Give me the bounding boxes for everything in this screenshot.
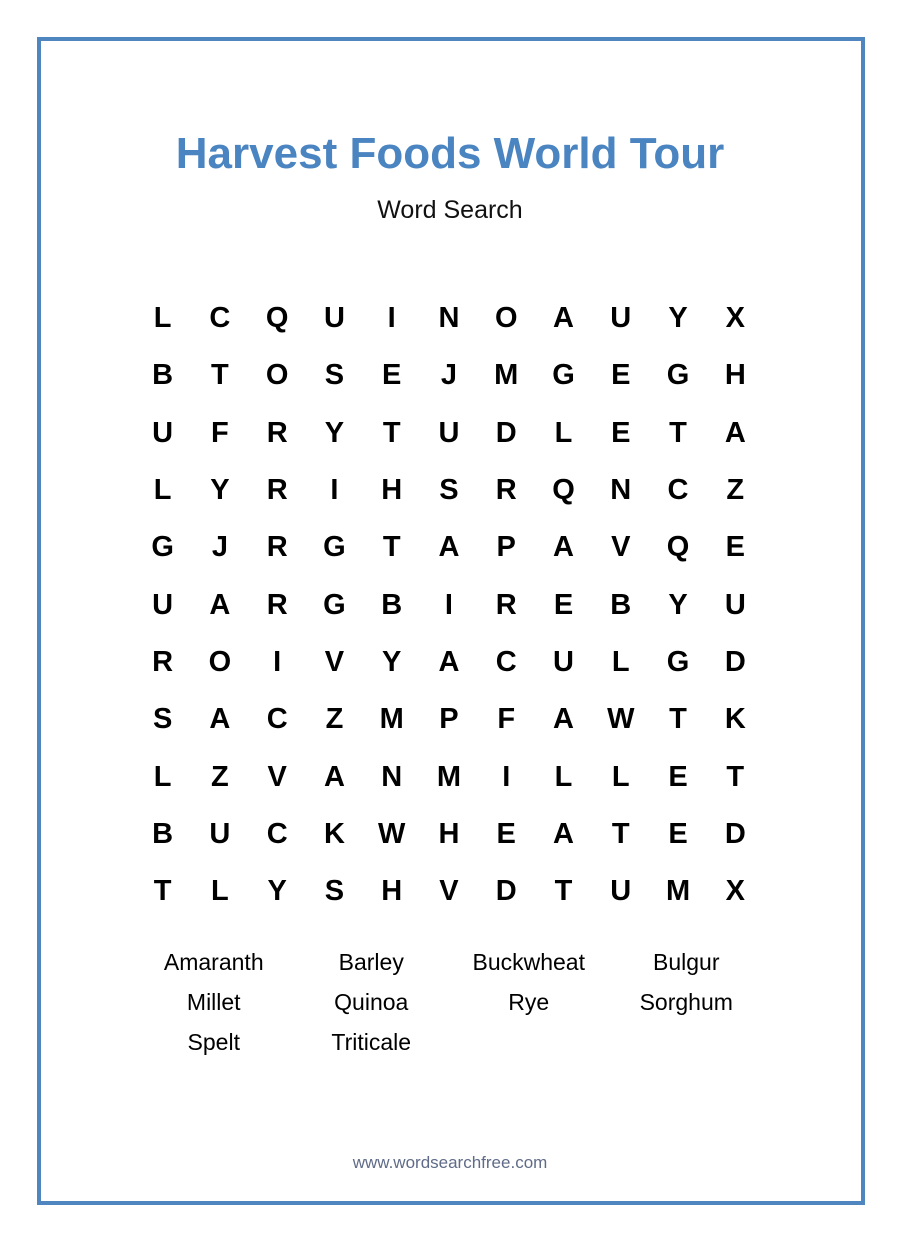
grid-cell: Y bbox=[382, 645, 402, 678]
grid-cell: G bbox=[666, 359, 690, 392]
grid-cell: U bbox=[724, 588, 746, 621]
grid-cell: L bbox=[211, 875, 229, 908]
word-list-item: Triticale bbox=[331, 1028, 412, 1055]
grid-cell: I bbox=[330, 474, 339, 507]
grid-cell: W bbox=[607, 703, 635, 736]
grid-cell: T bbox=[554, 875, 573, 908]
grid-cell: Y bbox=[668, 302, 688, 335]
grid-cell: U bbox=[152, 416, 174, 449]
grid-cell: D bbox=[724, 817, 746, 850]
grid-cell: M bbox=[436, 760, 462, 793]
grid-cell: G bbox=[151, 531, 174, 564]
grid-cell: Y bbox=[267, 875, 287, 908]
grid-cell: J bbox=[440, 359, 458, 392]
grid-cell: J bbox=[211, 531, 228, 564]
grid-cell: L bbox=[611, 760, 630, 793]
grid-cell: E bbox=[611, 359, 631, 392]
grid-cell: S bbox=[324, 875, 345, 908]
grid-cell: G bbox=[666, 645, 690, 678]
grid-cell: Y bbox=[210, 474, 230, 507]
grid-cell: U bbox=[152, 588, 174, 621]
grid-cell: K bbox=[323, 817, 345, 850]
grid-cell: H bbox=[381, 474, 403, 507]
grid-cell: Y bbox=[324, 416, 345, 449]
grid-cell: F bbox=[497, 703, 516, 736]
grid-cell: R bbox=[152, 645, 174, 678]
grid-cell: I bbox=[444, 588, 453, 621]
grid-cell: A bbox=[438, 645, 460, 678]
grid-cell: H bbox=[438, 817, 460, 850]
grid-cell: E bbox=[611, 416, 631, 449]
grid-cell: N bbox=[381, 760, 403, 793]
word-list-item: Bulgur bbox=[653, 948, 720, 975]
grid-cell: Y bbox=[668, 588, 688, 621]
grid-cell: N bbox=[610, 474, 632, 507]
grid-cell: F bbox=[211, 416, 229, 449]
grid-cell: A bbox=[323, 760, 345, 793]
grid-cell: L bbox=[611, 645, 630, 678]
grid-cell: M bbox=[665, 875, 691, 908]
grid-cell: C bbox=[495, 645, 517, 678]
grid-cell: B bbox=[152, 817, 174, 850]
grid-cell: U bbox=[610, 302, 632, 335]
grid-cell: T bbox=[211, 359, 229, 392]
grid-cell: O bbox=[494, 302, 518, 335]
grid-cell: C bbox=[667, 474, 689, 507]
grid-cell: E bbox=[668, 760, 688, 793]
grid-cell: G bbox=[323, 531, 346, 564]
page-subtitle: Word Search bbox=[377, 196, 523, 224]
grid-cell: T bbox=[669, 416, 687, 449]
grid-cell: T bbox=[382, 416, 401, 449]
page-title: Harvest Foods World Tour bbox=[175, 129, 725, 178]
grid-cell: E bbox=[553, 588, 574, 621]
word-list-item: Barley bbox=[338, 948, 404, 975]
letter-grid bbox=[134, 290, 766, 920]
grid-cell: H bbox=[381, 875, 403, 908]
grid-cell: S bbox=[439, 474, 459, 507]
grid-cell: C bbox=[266, 703, 288, 736]
grid-cell: C bbox=[266, 817, 288, 850]
grid-cell: B bbox=[152, 359, 174, 392]
grid-cell: V bbox=[611, 531, 631, 564]
grid-cell: H bbox=[724, 359, 746, 392]
grid-cell: Z bbox=[325, 703, 344, 736]
grid-cell: P bbox=[496, 531, 516, 564]
grid-cell: T bbox=[726, 760, 745, 793]
grid-cell: P bbox=[439, 703, 459, 736]
word-list-item: Amaranth bbox=[163, 948, 264, 975]
grid-cell: R bbox=[266, 531, 288, 564]
grid-cell: B bbox=[610, 588, 632, 621]
grid-cell: G bbox=[323, 588, 346, 621]
grid-cell: T bbox=[669, 703, 687, 736]
grid-cell: A bbox=[553, 817, 574, 850]
grid-cell: L bbox=[554, 416, 573, 449]
grid-cell: A bbox=[553, 703, 574, 736]
grid-cell: X bbox=[725, 302, 745, 335]
grid-cell: R bbox=[495, 588, 517, 621]
grid-cell: T bbox=[153, 875, 172, 908]
grid-cell: M bbox=[494, 359, 519, 392]
grid-cell: Q bbox=[265, 302, 289, 335]
grid-cell: E bbox=[725, 531, 745, 564]
word-list bbox=[135, 942, 765, 1062]
grid-cell: U bbox=[553, 645, 574, 678]
grid-cell: R bbox=[495, 474, 517, 507]
grid-cell: N bbox=[438, 302, 460, 335]
grid-cell: L bbox=[554, 760, 573, 793]
grid-cell: V bbox=[324, 645, 345, 678]
grid-cell: S bbox=[152, 703, 173, 736]
grid-cell: A bbox=[553, 302, 574, 335]
grid-cell: D bbox=[495, 875, 517, 908]
grid-cell: A bbox=[724, 416, 746, 449]
grid-cell: A bbox=[209, 703, 231, 736]
grid-cell: A bbox=[209, 588, 231, 621]
grid-cell: U bbox=[209, 817, 231, 850]
word-list-item: Rye bbox=[508, 988, 550, 1015]
grid-cell: R bbox=[266, 416, 288, 449]
grid-cell: A bbox=[438, 531, 460, 564]
grid-cell: R bbox=[266, 474, 288, 507]
grid-cell: I bbox=[502, 760, 511, 793]
grid-cell: Q bbox=[666, 531, 690, 564]
grid-cell: L bbox=[153, 302, 172, 335]
grid-cell: V bbox=[439, 875, 459, 908]
grid-cell: U bbox=[610, 875, 632, 908]
grid-cell: U bbox=[323, 302, 345, 335]
grid-cell: L bbox=[153, 474, 172, 507]
grid-cell: L bbox=[153, 760, 172, 793]
grid-cell: D bbox=[724, 645, 746, 678]
grid-cell: O bbox=[208, 645, 232, 678]
grid-cell: T bbox=[382, 531, 401, 564]
word-list-item: Millet bbox=[186, 988, 241, 1015]
grid-cell: A bbox=[553, 531, 574, 564]
grid-cell: E bbox=[382, 359, 402, 392]
grid-cell: E bbox=[668, 817, 688, 850]
grid-cell: R bbox=[266, 588, 288, 621]
word-list-item: Sorghum bbox=[639, 988, 733, 1015]
grid-cell: I bbox=[387, 302, 396, 335]
grid-cell: D bbox=[495, 416, 517, 449]
grid-cell: Q bbox=[552, 474, 575, 507]
grid-cell: U bbox=[438, 416, 460, 449]
grid-cell: G bbox=[552, 359, 575, 392]
grid-cell: W bbox=[378, 817, 406, 850]
grid-cell: S bbox=[324, 359, 345, 392]
grid-cell: Z bbox=[211, 760, 229, 793]
grid-cell: M bbox=[379, 703, 404, 736]
grid-cell: B bbox=[381, 588, 403, 621]
word-list-item: Spelt bbox=[187, 1028, 240, 1055]
grid-cell: Z bbox=[726, 474, 745, 507]
footer-url: www.wordsearchfree.com bbox=[352, 1153, 548, 1172]
grid-cell: T bbox=[611, 817, 630, 850]
grid-cell: C bbox=[209, 302, 231, 335]
word-list-item: Buckwheat bbox=[472, 948, 585, 975]
grid-cell: E bbox=[496, 817, 516, 850]
grid-cell: O bbox=[265, 359, 289, 392]
grid-cell: V bbox=[267, 760, 287, 793]
grid-cell: X bbox=[725, 875, 745, 908]
grid-cell: I bbox=[273, 645, 282, 678]
grid-cell: K bbox=[724, 703, 746, 736]
word-list-item: Quinoa bbox=[334, 988, 409, 1015]
